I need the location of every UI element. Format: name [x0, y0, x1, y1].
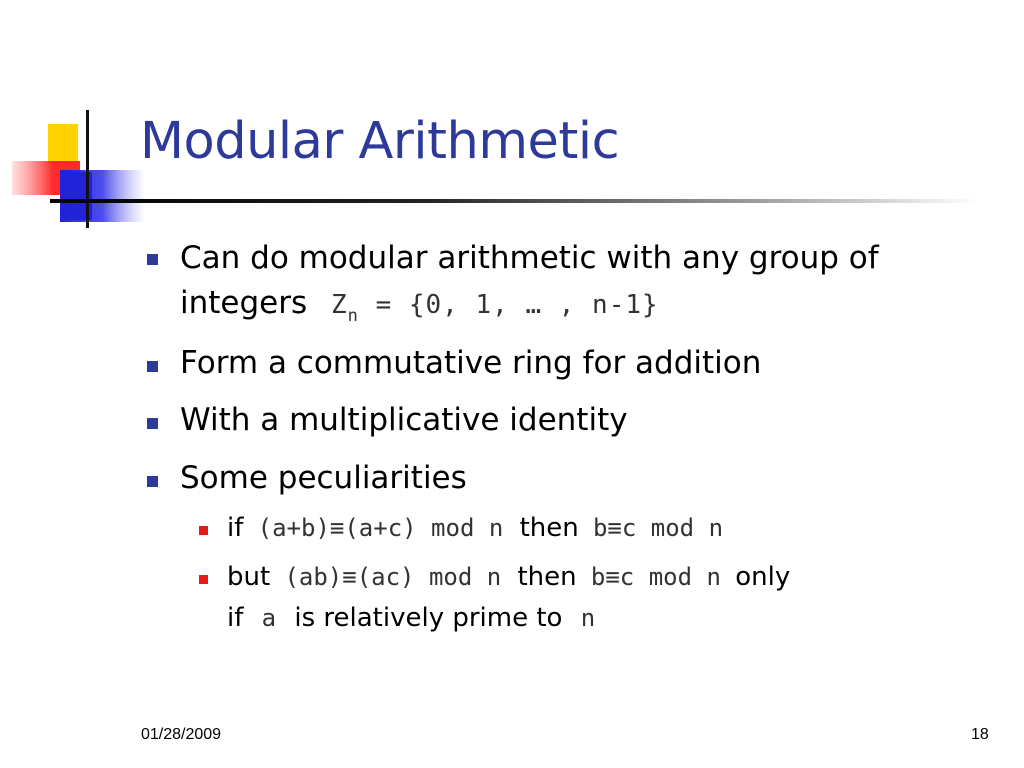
- word: only: [735, 562, 791, 592]
- bullet-marker: [147, 361, 158, 372]
- bullet-text: With a multiplicative identity: [180, 402, 628, 438]
- sub-bullet-marker: [199, 526, 208, 535]
- math-variable: n: [580, 604, 596, 632]
- math-variable: a: [261, 604, 277, 632]
- sub-bullet-text-continued: [227, 597, 595, 639]
- sub-bullet-text: [227, 507, 723, 549]
- word: but: [227, 562, 271, 592]
- word: if: [227, 513, 244, 543]
- word: if: [227, 603, 244, 633]
- math-expression: (ab)≡(ac) mod n: [284, 563, 502, 591]
- word: then: [519, 513, 579, 543]
- slide-number: 18: [971, 726, 989, 743]
- math-expression: [331, 290, 659, 326]
- math-subscript: n: [347, 306, 359, 326]
- footer-date: 01/28/2009: [141, 726, 222, 743]
- slide-title: Modular Arithmetic: [140, 112, 620, 171]
- bullet-text: Form a commutative ring for addition: [180, 345, 762, 381]
- bullet-marker: [147, 476, 158, 487]
- bullet-text-continued: [180, 281, 659, 330]
- math-expression: (a+b)≡(a+c) mod n: [257, 514, 504, 542]
- word: is relatively prime to: [294, 603, 563, 633]
- word: then: [517, 562, 577, 592]
- bullet-marker: [147, 418, 158, 429]
- math-set-definition: = {0, 1, … , n-1}: [375, 290, 659, 320]
- sub-bullet-text: [227, 556, 790, 598]
- bullet-text: Some peculiarities: [180, 460, 467, 496]
- math-expression: b≡c mod n: [590, 563, 721, 591]
- bullet-text: [180, 236, 879, 280]
- bullet-line: integers: [180, 285, 308, 321]
- bullet-line: Can do modular arithmetic with any group of: [180, 240, 879, 276]
- math-set-name: Z: [331, 290, 348, 320]
- sub-bullet-marker: [199, 575, 208, 584]
- math-expression: b≡c mod n: [592, 514, 724, 542]
- bullet-marker: [147, 254, 158, 265]
